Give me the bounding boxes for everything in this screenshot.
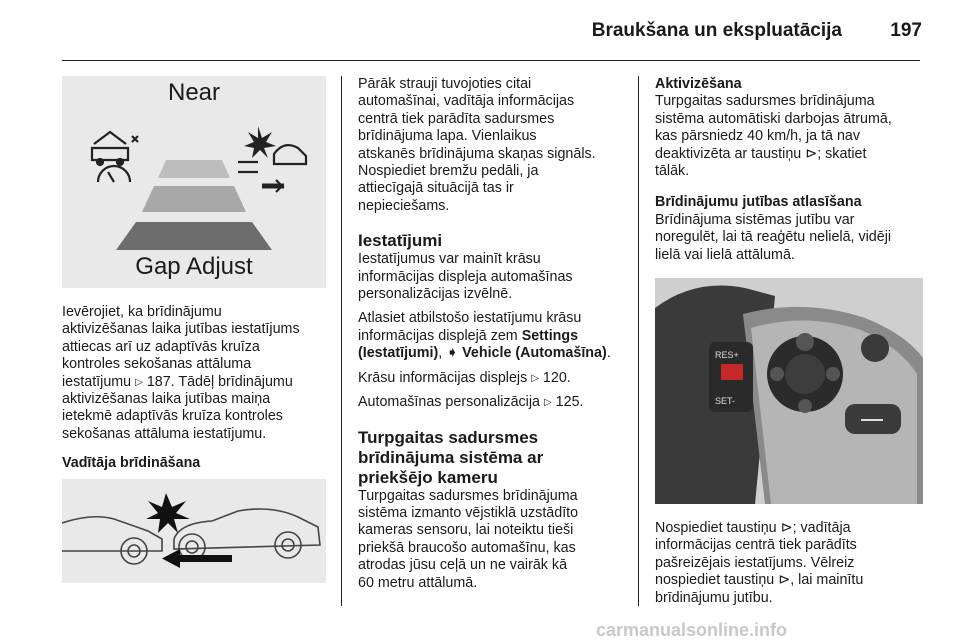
steering-wheel-graphic [655, 278, 923, 504]
gap-adjust-figure [62, 76, 326, 288]
paragraph-text: Nospiediet taustiņu [655, 520, 777, 537]
res-label: RES+ [715, 350, 739, 361]
own-car-icon [62, 516, 162, 563]
driver-car-gauge-icon [92, 132, 138, 182]
paragraph-text-continued: ; vadītāja informācijas centrā tiek parādīts pašreizējais iestatījums. Vēlreiz nospiediet taustiņu [655, 520, 857, 589]
page-reference-icon: ▷ [531, 372, 539, 384]
page-reference: 120 [542, 369, 567, 386]
page-reference-icon: ▷ [543, 397, 552, 409]
distance-level-3 [158, 160, 230, 178]
distance-level-2 [142, 186, 246, 212]
page-number: 197 [890, 20, 922, 41]
heading-front-camera: Turpgaitas sadursmes brīdinājuma sistēma ar priekšējo kameru [358, 427, 544, 487]
paragraph-front-camera: Turpgaitas sadursmes brīdinājuma sistēma izmanto vējstiklā uzstādīto kameras sensoru, lai noteiktu tieši priekšā braucošo automašīnu, kas atrodas jūsu ceļā un ne vairāk kā 60 metru attālumā. [358, 487, 579, 591]
cancel-button-icon [861, 334, 889, 362]
menu-arrow-icon: ➧ [446, 345, 459, 362]
figure-gap-adjust-label: Gap Adjust [135, 253, 253, 280]
column-right [655, 76, 925, 614]
watermark: carmanualsonline.info [596, 620, 788, 640]
menu-settings: Settings (Iestatījumi) [358, 327, 579, 362]
paragraph-settings: Iestatījumus var mainīt krāsu informācijas displeja automašīnas personalizācijas izvēlnē. [358, 251, 573, 303]
page-reference: 125 [555, 394, 580, 411]
approach-arrow-icon [162, 549, 232, 568]
heading-driver-alert: Vadītāja brīdināšana [62, 455, 201, 472]
collision-button-icon: ⊳ [805, 145, 818, 162]
page-header [0, 0, 960, 62]
column-divider-1 [341, 76, 342, 606]
reference-personalization: Automašīnas personalizācija ▷ 125. [358, 394, 584, 411]
lead-car-icon [174, 509, 320, 560]
page-reference: 187 [146, 373, 171, 390]
collision-button-icon: ⊳ [778, 572, 791, 589]
paragraph-text: Turpgaitas sadursmes brīdinājuma sistēma automātiski darbojas ātrumā, kas pārsniedz 40 km/h, ja tā nav deaktivizēta ar taustiņu [655, 93, 892, 162]
paragraph-button-usage [655, 520, 925, 607]
paragraph-sensitivity-note [62, 304, 326, 443]
paragraph-text: Atlasiet atbilstošo iestatījumu krāsu informācijas displejā zem [358, 310, 582, 344]
period: . [606, 345, 611, 362]
paragraph-driver-alert: Pārāk strauji tuvojoties citai automašīnai, vadītāja informācijas centrā tiek parādīta sadursmes brīdinājuma lapa. Vienlaikus atskanēs brīdinājuma skaņas signāls. Nospiediet bremžu pedāli, ja attiecīgajā situācijā tas ir nepieciešams. [358, 76, 596, 214]
figure-near-label: Near [167, 79, 221, 106]
car-approach-graphic [62, 479, 326, 583]
set-label: SET- [715, 396, 736, 407]
paragraph-text-continued: . Tādēļ brīdinājumu aktivizēšanas laika jutības maiņa ietekmē adaptīvās kruīza kontroles sekošanas attāluma iestatījumu. [62, 373, 293, 442]
paragraph-sensitivity: Brīdinājuma sistēmas jutību var noregulēt, lai tā reaģētu nelielā, vidēji lielā vai lielā attālumā. [655, 211, 892, 263]
header-rule [62, 60, 920, 61]
page-header-title: Braukšana un ekspluatācija [591, 20, 842, 41]
impact-star-icon [146, 493, 190, 533]
heading-settings: Iestatījumi [358, 231, 443, 251]
paragraph-text-continued: ; skatiet tālāk. [655, 145, 867, 180]
paragraph-activation [655, 93, 925, 180]
collision-button-icon: ⊳ [780, 520, 793, 537]
distance-level-1 [116, 222, 272, 250]
steering-wheel-controls-figure [655, 278, 923, 504]
heading-sensitivity: Brīdinājumu jutības atlasīšana [655, 194, 862, 211]
column-divider-2 [638, 76, 639, 606]
front-collision-icon [238, 126, 306, 192]
separator: , [438, 345, 447, 362]
page-reference-icon: ▷ [135, 376, 143, 388]
paragraph-text: Ievērojiet, ka brīdinājumu aktivizēšanas laika jutības iestatījums attiecas arī uz adaptīvās kruīza kontroles sekošanas attāluma iestatījumu [62, 304, 300, 390]
reference-text: Krāsu informācijas displejs [358, 369, 528, 386]
cruise-rocker [709, 342, 753, 412]
paragraph-settings-path [358, 310, 630, 362]
column-middle [358, 76, 630, 599]
collision-alert-figure [62, 479, 326, 583]
reference-text: Automašīnas personalizācija [358, 394, 540, 411]
column-left [62, 76, 326, 583]
menu-vehicle: Vehicle (Automašīna) [462, 345, 607, 362]
reference-display: Krāsu informācijas displejs ▷ 120. [358, 369, 571, 386]
heading-activation: Aktivizēšana [655, 76, 742, 92]
paragraph-text-end: , lai mainītu brīdinājumu jutību. [655, 572, 864, 606]
